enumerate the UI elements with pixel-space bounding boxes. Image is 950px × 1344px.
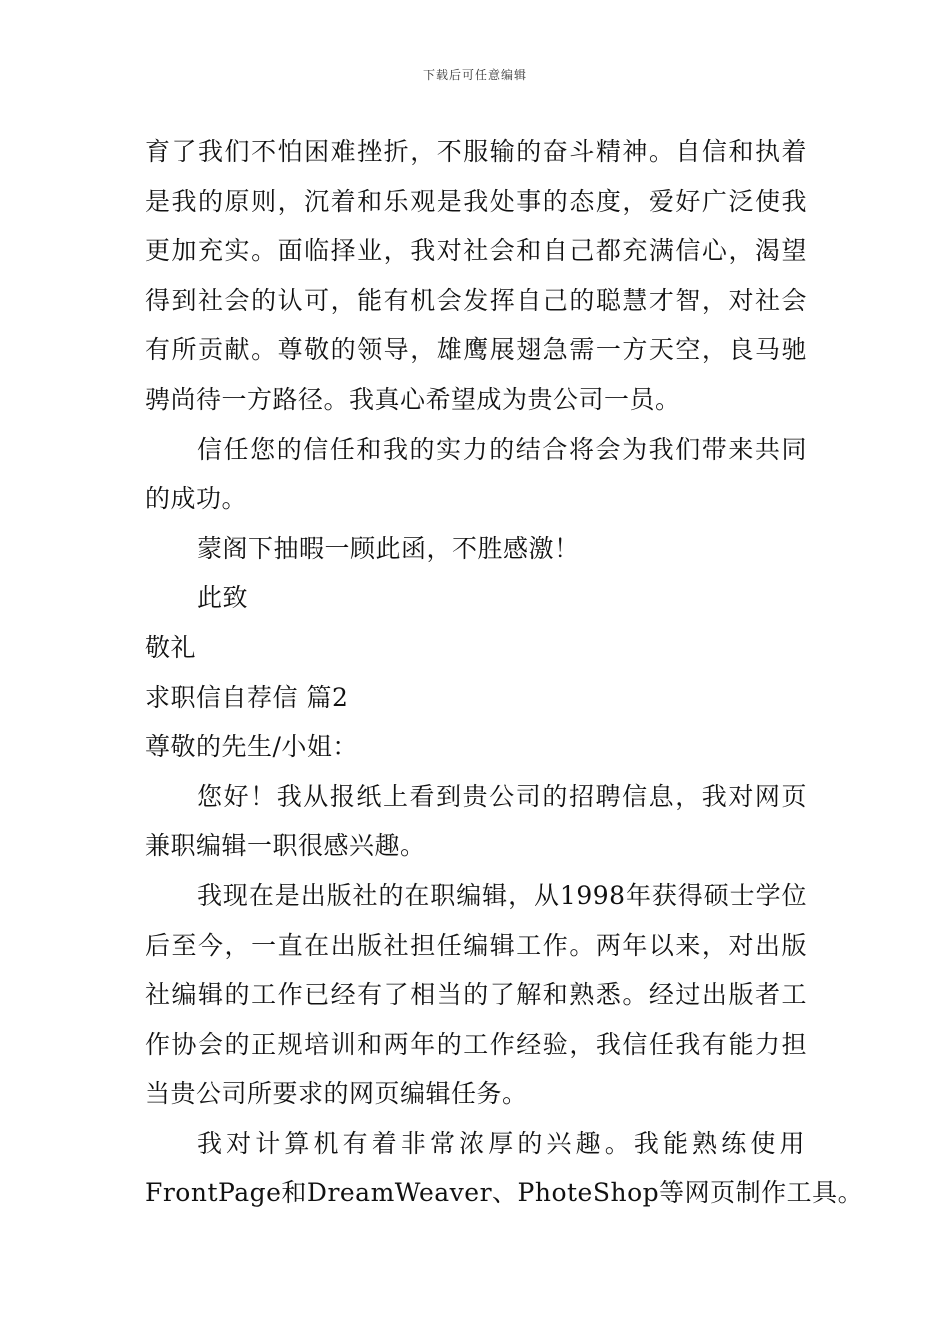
text-line: 我对计算机有着非常浓厚的兴趣。我能熟练使用 bbox=[197, 1128, 807, 1158]
text-line: FrontPage和DreamWeaver、PhoteShop等网页制作工具。 bbox=[145, 1178, 864, 1208]
page-header-note: 下载后可任意编辑 bbox=[422, 68, 527, 82]
section-title: 求职信自荐信 篇2 bbox=[145, 682, 349, 712]
text-line: 后至今，一直在出版社担任编辑工作。两年以来，对出版 bbox=[145, 930, 807, 960]
text-line: 得到社会的认可，能有机会发挥自己的聪慧才智，对社会 bbox=[145, 285, 807, 315]
text-line: 您好！我从报纸上看到贵公司的招聘信息，我对网页 bbox=[197, 781, 807, 811]
text-line: 的成功。 bbox=[145, 484, 248, 514]
text-line: 蒙阁下抽暇一顾此函，不胜感激！ bbox=[197, 533, 580, 563]
closing-regards: 敬礼 bbox=[145, 632, 197, 662]
text-line: 有所贡献。尊敬的领导，雄鹰展翅急需一方天空，良马驰 bbox=[145, 335, 807, 365]
letter-greeting: 尊敬的先生/小姐： bbox=[145, 732, 358, 762]
text-line: 社编辑的工作已经有了相当的了解和熟悉。经过出版者工 bbox=[145, 980, 807, 1010]
text-line: 是我的原则，沉着和乐观是我处事的态度，爱好广泛使我 bbox=[145, 186, 807, 216]
text-line: 兼职编辑一职很感兴趣。 bbox=[145, 831, 426, 861]
text-line: 我现在是出版社的在职编辑，从1998年获得硕士学位 bbox=[197, 880, 807, 910]
closing-salutation: 此致 bbox=[197, 583, 249, 613]
text-line: 当贵公司所要求的网页编辑任务。 bbox=[145, 1079, 528, 1109]
text-line: 育了我们不怕困难挫折，不服输的奋斗精神。自信和执着 bbox=[145, 137, 807, 166]
text-line: 信任您的信任和我的实力的结合将会为我们带来共同 bbox=[197, 434, 807, 464]
text-line: 骋尚待一方路径。我真心希望成为贵公司一员。 bbox=[145, 384, 681, 414]
text-line: 作协会的正规培训和两年的工作经验，我信任我有能力担 bbox=[145, 1029, 807, 1059]
letter-body bbox=[145, 127, 864, 1218]
text-line: 更加充实。面临择业，我对社会和自己都充满信心，渴望 bbox=[145, 236, 807, 266]
